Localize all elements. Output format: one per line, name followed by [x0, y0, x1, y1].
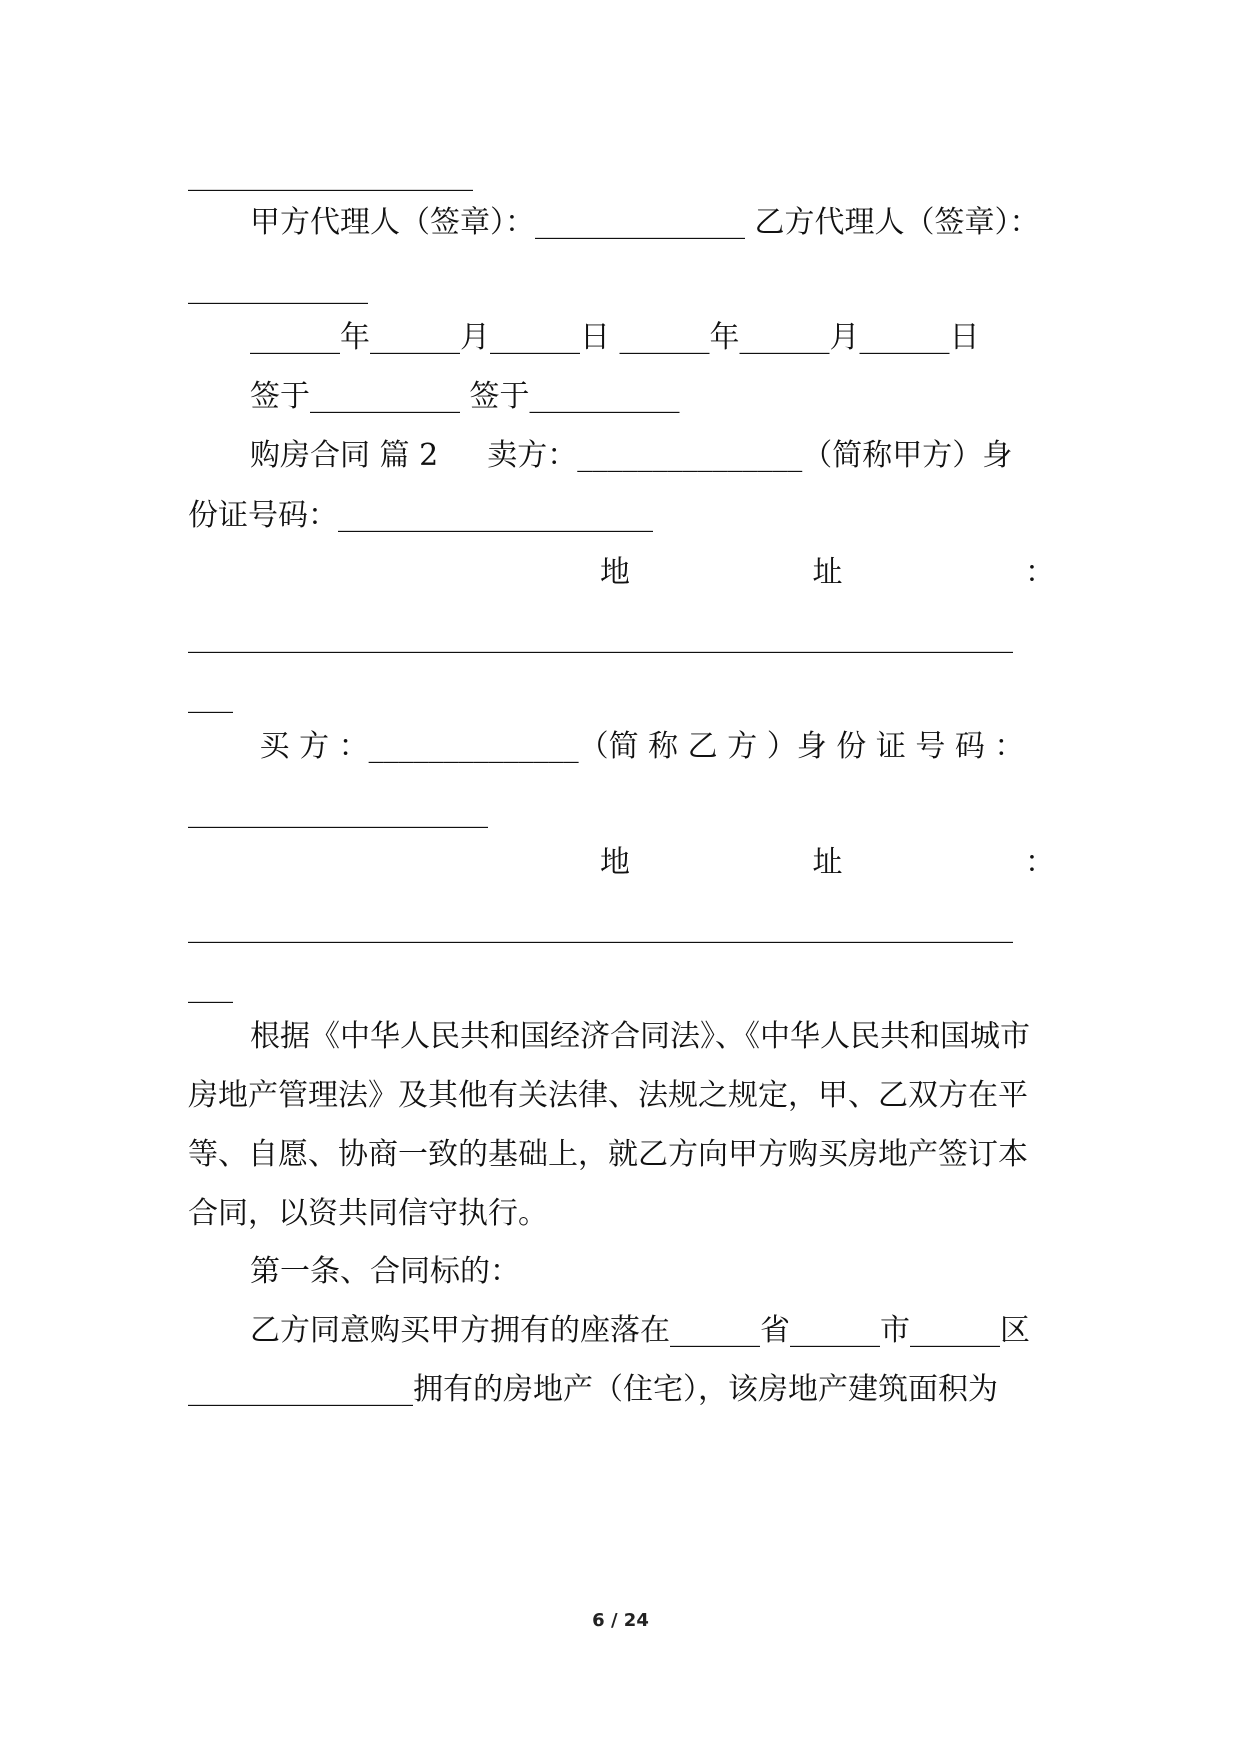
address-char-2: 址: [812, 845, 843, 880]
text-line-buyer-address-end: ___: [188, 969, 233, 1004]
address-char-1: 地: [600, 845, 630, 880]
text-line-buyer-id: ____________________: [188, 794, 488, 829]
text-line-seller-address-end: ___: [188, 679, 233, 714]
text-line-paragraph-4: 合同，以资共同信守执行。: [188, 1196, 548, 1231]
text-line-buyer: 买 方 ：______________（简 称 乙 方 ）身 份 证 号 码 ：: [250, 729, 1025, 764]
text-line-article-1-body-2: _______________拥有的房地产（住宅），该房地产建筑面积为: [188, 1372, 998, 1407]
page-number: 6 / 24: [592, 1610, 649, 1631]
address-char-2: 址: [812, 555, 843, 590]
text-line-seller-address: _______________________________________________________: [188, 619, 1013, 654]
address-colon: ：: [1025, 555, 1055, 590]
text-line-article-1-heading: 第一条、合同标的：: [250, 1254, 520, 1289]
text-line-agents: 甲方代理人（签章）：______________ 乙方代理人（签章）：: [250, 205, 1040, 240]
text-line-seller: 购房合同 篇 2 卖方：_______________（简称甲方）身: [250, 438, 1013, 473]
address-char-1: 地: [600, 555, 630, 590]
address-colon: ：: [1025, 845, 1055, 880]
text-line-paragraph-2: 房地产管理法》及其他有关法律、法规之规定，甲、乙双方在平: [188, 1078, 1028, 1113]
text-line-buyer-address: _______________________________________________________: [188, 909, 1013, 944]
text-line-blank-1: ___________________: [188, 157, 473, 192]
text-line-dates: ______年______月______日 ______年______月______日: [250, 320, 980, 355]
text-line-blank-2: ____________: [188, 270, 368, 305]
text-line-signed-at: 签于__________ 签于__________: [250, 379, 680, 414]
text-line-paragraph-1: 根据《中华人民共和国经济合同法》、《中华人民共和国城市: [250, 1019, 1030, 1054]
seller-address-label: [600, 553, 1055, 593]
text-line-seller-id: 份证号码：_____________________: [188, 498, 653, 533]
text-line-article-1-body-1: 乙方同意购买甲方拥有的座落在______省______市______区: [250, 1313, 1030, 1348]
text-line-paragraph-3: 等、自愿、协商一致的基础上，就乙方向甲方购买房地产签订本: [188, 1137, 1028, 1172]
buyer-address-label: [600, 843, 1055, 883]
